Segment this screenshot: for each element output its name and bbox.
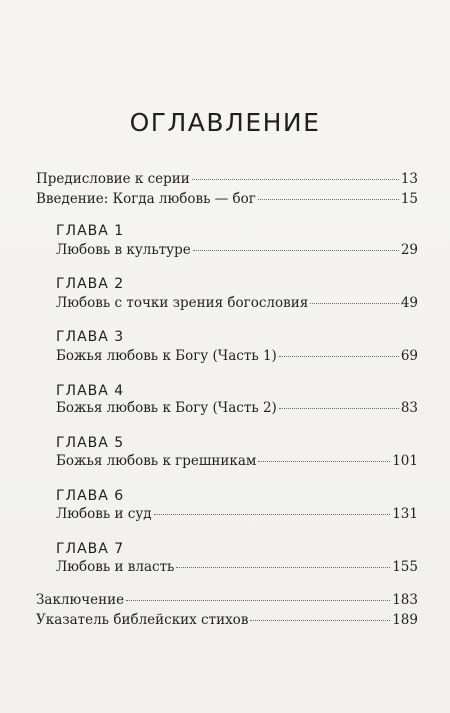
toc-entry-chapter-3 bbox=[56, 348, 418, 368]
dot-leader bbox=[258, 199, 399, 200]
toc-entry-label: Любовь с точки зрения богословия bbox=[56, 295, 309, 311]
dot-leader bbox=[310, 303, 399, 304]
toc-entry-page: 189 bbox=[392, 612, 418, 628]
toc-entry-chapter-2 bbox=[56, 295, 418, 315]
toc-entry-label: Предисловие к серии bbox=[36, 171, 190, 187]
toc-entry-chapter-4 bbox=[56, 400, 418, 420]
toc-entry-introduction bbox=[36, 191, 418, 211]
dot-leader bbox=[193, 250, 399, 251]
toc-entry-page: 101 bbox=[392, 453, 418, 469]
toc-entry-page: 13 bbox=[400, 171, 418, 187]
toc-entry-label: Любовь в культуре bbox=[56, 242, 191, 258]
toc-entry-label: Любовь и власть bbox=[56, 559, 175, 575]
toc-entry-label: Божья любовь к Богу (Часть 1) bbox=[56, 348, 277, 364]
chapter-heading-6: ГЛАВА 6 bbox=[56, 488, 125, 504]
toc-entry-label: Божья любовь к грешникам bbox=[56, 453, 257, 469]
dot-leader bbox=[154, 514, 391, 515]
toc-entry-label: Указатель библейских стихов bbox=[36, 612, 249, 628]
chapter-heading-3: ГЛАВА 3 bbox=[56, 329, 125, 345]
dot-leader bbox=[279, 356, 399, 357]
toc-entry-label: Введение: Когда любовь — бог bbox=[36, 191, 256, 207]
chapter-heading-1: ГЛАВА 1 bbox=[56, 223, 125, 239]
dot-leader bbox=[126, 600, 390, 601]
toc-entry-page: 155 bbox=[392, 559, 418, 575]
toc-entry-page: 49 bbox=[400, 295, 418, 311]
toc-entry-chapter-7 bbox=[56, 559, 418, 579]
dot-leader bbox=[250, 620, 390, 621]
dot-leader bbox=[176, 567, 390, 568]
chapter-heading-2: ГЛАВА 2 bbox=[56, 276, 125, 292]
toc-entry-conclusion bbox=[36, 592, 418, 612]
toc-entry-chapter-6 bbox=[56, 506, 418, 526]
toc-entry-preface bbox=[36, 171, 418, 191]
page-title: ОГЛАВЛЕНИЕ bbox=[129, 108, 321, 137]
chapter-heading-7: ГЛАВА 7 bbox=[56, 541, 125, 557]
toc-entry-page: 83 bbox=[400, 400, 418, 416]
toc-entry-scripture-index bbox=[36, 612, 418, 632]
toc-entry-label: Заключение bbox=[36, 592, 125, 608]
toc-entry-chapter-5 bbox=[56, 453, 418, 473]
chapter-heading-5: ГЛАВА 5 bbox=[56, 435, 125, 451]
toc-entry-page: 131 bbox=[392, 506, 418, 522]
chapter-heading-4: ГЛАВА 4 bbox=[56, 383, 125, 399]
dot-leader bbox=[192, 179, 399, 180]
dot-leader bbox=[279, 408, 399, 409]
toc-entry-page: 69 bbox=[400, 348, 418, 364]
toc-entry-label: Любовь и суд bbox=[56, 506, 152, 522]
toc-entry-page: 15 bbox=[400, 191, 418, 207]
toc-entry-label: Божья любовь к Богу (Часть 2) bbox=[56, 400, 277, 416]
dot-leader bbox=[258, 461, 390, 462]
toc-entry-chapter-1 bbox=[56, 242, 418, 262]
toc-entry-page: 29 bbox=[400, 242, 418, 258]
toc-entry-page: 183 bbox=[392, 592, 418, 608]
